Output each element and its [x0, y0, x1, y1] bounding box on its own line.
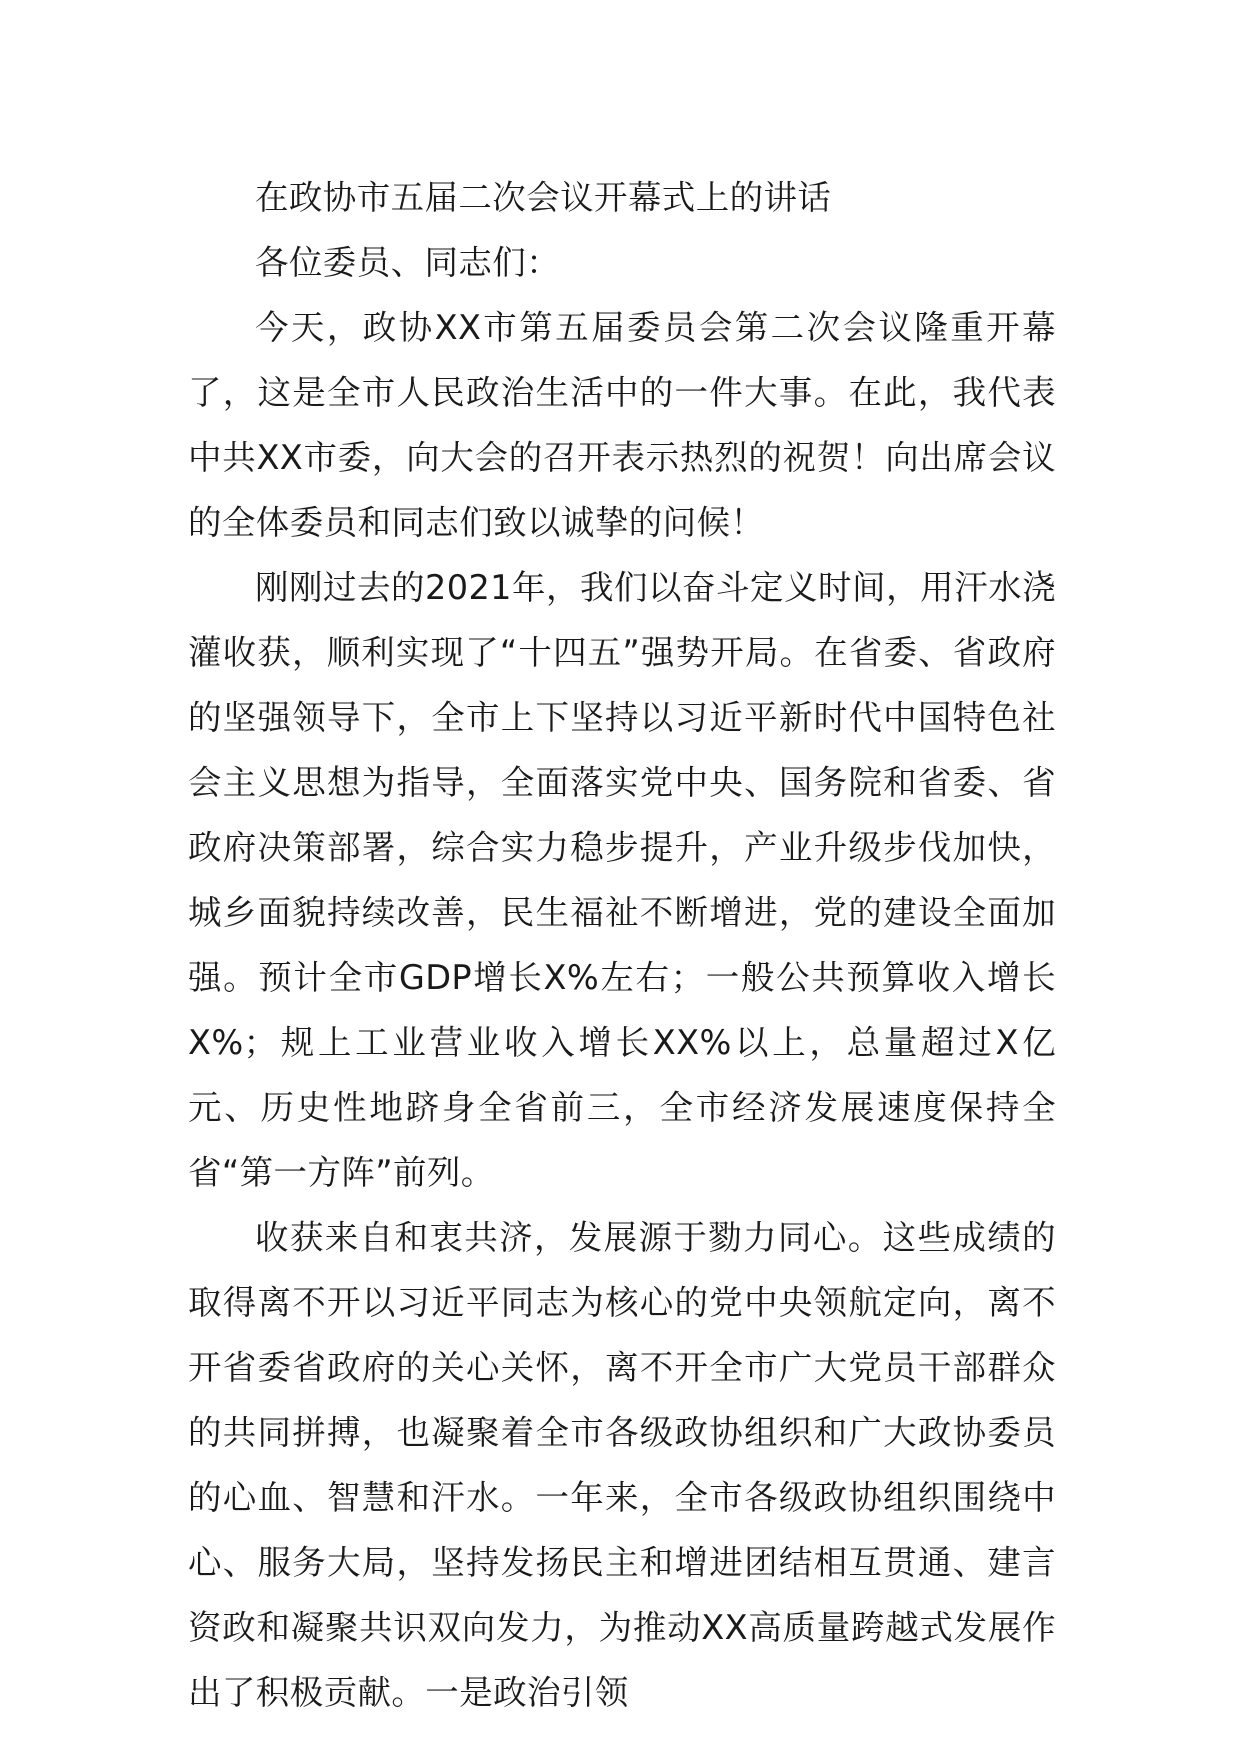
document-body [188, 165, 1056, 1725]
paragraph-achievements: 刚刚过去的2021年，我们以奋斗定义时间，用汗水浇灌收获，顺利实现了“十四五”强势开局。在省委、省政府的坚强领导下，全市上下坚持以习近平新时代中国特色社会主义思想为指导，全面落实党中央、国务院和省委、省政府决策部署，综合实力稳步提升，产业升级步伐加快，城乡面貌持续改善，民生福祉不断增进，党的建设全面加强。预计全市GDP增长X%左右；一般公共预算收入增长X%；规上工业营业收入增长XX%以上，总量超过X亿元、历史性地跻身全省前三，全市经济发展速度保持全省“第一方阵”前列。 [188, 568, 1056, 1192]
paragraph-contributions: 收获来自和衷共济，发展源于勠力同心。这些成绩的取得离不开以习近平同志为核心的党中央领航定向，离不开省委省政府的关心关怀，离不开全市广大党员干部群众的共同拼搏，也凝聚着全市各级政协组织和广大政协委员的心血、智慧和汗水。一年来，全市各级政协组织围绕中心、服务大局，坚持发扬民主和增进团结相互贯通、建言资政和凝聚共识双向发力，为推动XX高质量跨越式发展作出了积极贡献。一是政治引领 [188, 1218, 1056, 1712]
salutation: 各位委员、同志们： [255, 243, 561, 282]
speech-title: 在政协市五届二次会议开幕式上的讲话 [255, 178, 832, 217]
paragraph-opening: 今天，政协XX市第五届委员会第二次会议隆重开幕了，这是全市人民政治生活中的一件大事。在此，我代表中共XX市委，向大会的召开表示热烈的祝贺！向出席会议的全体委员和同志们致以诚挚的问候！ [188, 308, 1056, 542]
